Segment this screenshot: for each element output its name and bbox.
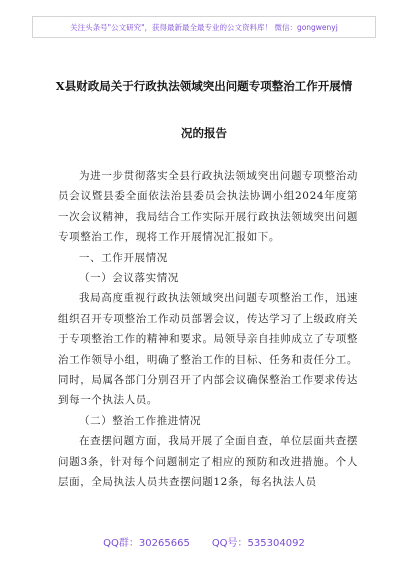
subsection-2-heading: （二）整治工作推进情况 xyxy=(79,414,202,427)
subsection-2-paragraph: 在查摆问题方面，我局开展了全面自查，单位层面共查摆问题3条，针对每个问题制定了相应的预防和改进措施。个人层面，全局执法人员共查摆问题12条，每名执法人员 xyxy=(58,435,358,489)
subsection-1-heading: （一）会议落实情况 xyxy=(79,272,179,285)
promo-header-banner xyxy=(32,16,376,38)
contact-footer xyxy=(0,534,408,549)
qq-number-text: QQ号：535304092 xyxy=(211,538,305,549)
subsection-1-paragraph: 我局高度重视行政执法领域突出问题专项整治工作，迅速组织召开专项整治工作动员部署会议，传达学习了上级政府关于专项整治工作的精神和要求。局领导亲自挂帅成立了专项整治工作领导小组，明确了整治工作的目标、任务和责任分工。同时，局属各部门分别召开了内部会议确保整治工作要求传达到每一个执法人员。 xyxy=(58,292,358,407)
promo-header-text: 关注头条号"公文研究"，获得最新最全最专业的公文资料库！ 微信：gongwenyj xyxy=(70,22,338,32)
document-title-line-2: 况的报告 xyxy=(181,126,227,140)
intro-paragraph: 为进一步贯彻落实全县行政执法领域突出问题专项整治动员会议暨县委全面依法治县委员会执法协调小组2024年度第一次会议精神，我局结合工作实际开展行政执法领域突出问题专项整治工作，现将工作开展情况汇报如下。 xyxy=(58,170,358,244)
document-body xyxy=(58,166,358,493)
document-title-line-1: X县财政局关于行政执法领域突出问题专项整治工作开展情 xyxy=(55,79,353,93)
qq-group-text: QQ群：30265665 xyxy=(103,538,190,549)
section-1-heading: 一、工作开展情况 xyxy=(79,251,168,264)
